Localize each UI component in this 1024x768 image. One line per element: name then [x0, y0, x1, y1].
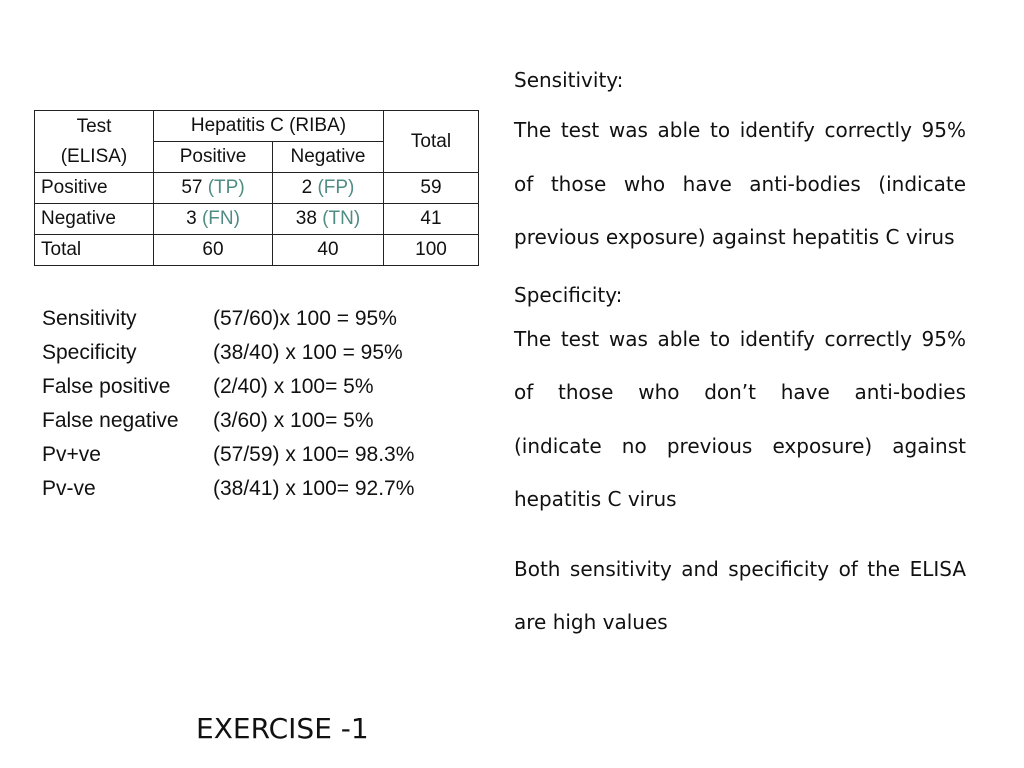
calc-label: Pv-ve [42, 477, 96, 500]
specificity-text: The test was able to identify correctly 95% of those who don’t have anti-bodies (indicate no previous exposure) against hepatitis C virus [514, 326, 966, 511]
calculations-list [42, 302, 414, 506]
list-item [42, 302, 414, 336]
cell-col-total: 40 [273, 235, 384, 266]
list-item [42, 336, 414, 370]
calc-label: False positive [42, 375, 171, 398]
cell-tn: 38 (TN) [273, 204, 384, 235]
calc-label: False negative [42, 409, 179, 432]
cell-fn: 3 (FN) [154, 204, 273, 235]
list-item [42, 438, 414, 472]
calc-value: (38/40) x 100 = 95% [213, 341, 403, 364]
exercise-title: EXERCISE -1 [196, 712, 369, 745]
explanation-panel [514, 62, 966, 650]
cell-tp: 57 (TP) [154, 173, 273, 204]
row-label: Total [35, 235, 154, 266]
cell-fp: 2 (FP) [273, 173, 384, 204]
header-test-line2: (ELISA) [60, 145, 128, 167]
list-item [42, 472, 414, 506]
cell-col-total: 60 [154, 235, 273, 266]
row-label: Positive [35, 173, 154, 204]
header-test-line1: Test [76, 115, 112, 137]
header-positive-cell: Positive [154, 142, 273, 173]
header-group-cell: Hepatitis C (RIBA) [154, 111, 384, 142]
table-row [35, 235, 479, 266]
calc-value: (38/41) x 100= 92.7% [213, 477, 415, 500]
list-item [42, 404, 414, 438]
conclusion-text: Both sensitivity and specificity of the ELISA are high values [514, 556, 966, 634]
sensitivity-heading: Sensitivity: [514, 68, 624, 92]
cell-row-total: 59 [384, 173, 479, 204]
specificity-heading: Specificity: [514, 282, 623, 307]
header-negative-cell: Negative [273, 142, 384, 173]
header-test-cell [35, 111, 154, 173]
calc-value: (57/59) x 100= 98.3% [213, 443, 415, 466]
calc-label: Specificity [42, 341, 137, 364]
contingency-table [34, 110, 479, 266]
calc-value: (2/40) x 100= 5% [213, 375, 374, 398]
sensitivity-text: The test was able to identify correctly 95% of those who have anti-bodies (indicate previous exposure) against hepatitis C virus [514, 118, 966, 249]
cell-grand-total: 100 [384, 235, 479, 266]
list-item [42, 370, 414, 404]
table-row [35, 173, 479, 204]
header-total-cell: Total [384, 111, 479, 173]
calc-value: (57/60)x 100 = 95% [213, 307, 397, 330]
row-label: Negative [35, 204, 154, 235]
calc-label: Pv+ve [42, 443, 101, 466]
calc-label: Sensitivity [42, 307, 137, 330]
cell-row-total: 41 [384, 204, 479, 235]
table-row [35, 204, 479, 235]
calc-value: (3/60) x 100= 5% [213, 409, 374, 432]
